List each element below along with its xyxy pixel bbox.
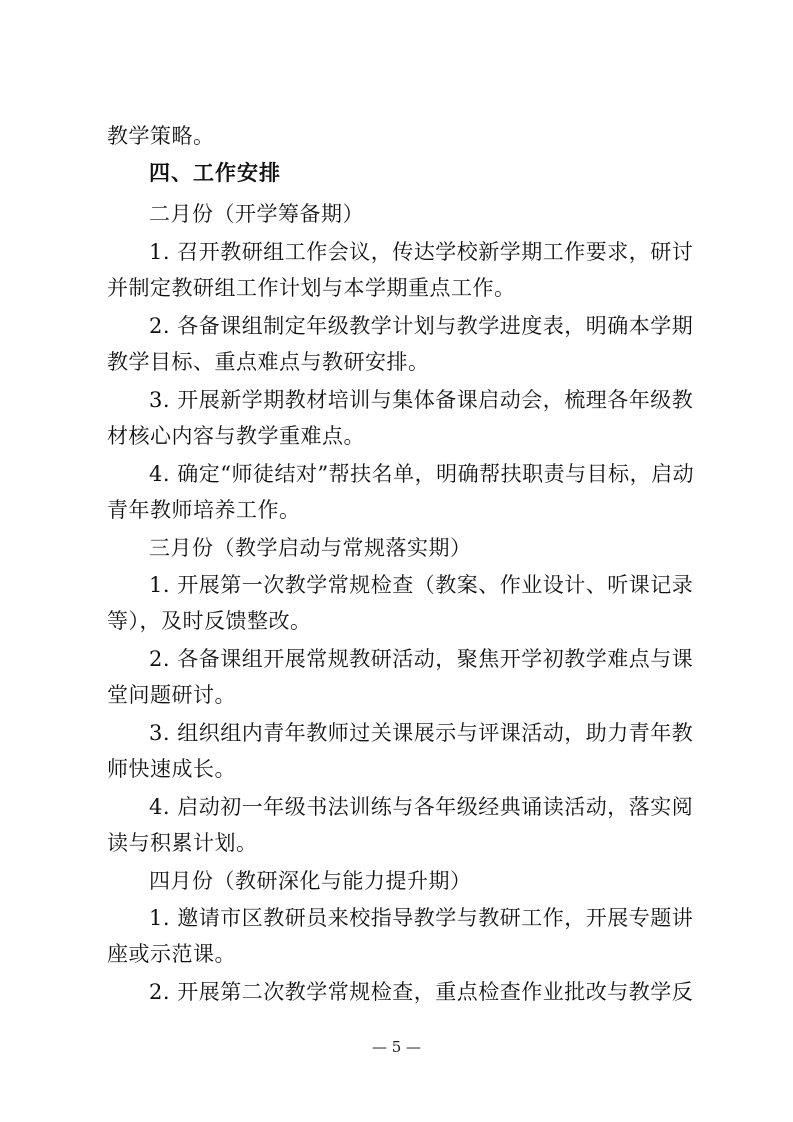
item-line: 堂问题研讨。	[107, 683, 236, 707]
item-line: 教学目标、重点难点与教研安排。	[107, 350, 430, 374]
item-line: 1. 召开教研组工作会议，传达学校新学期工作要求，研讨	[149, 240, 694, 264]
item-line: 师快速成长。	[107, 757, 236, 781]
item-line: 1. 开展第一次教学常规检查（教案、作业设计、听课记录	[149, 573, 694, 597]
item-line: 3. 开展新学期教材培训与集体备课启动会，梳理各年级教	[149, 388, 694, 412]
item-line: 4. 确定“师徒结对”帮扶名单，明确帮扶职责与目标，启动	[149, 462, 695, 486]
section-heading: 四、工作安排	[149, 160, 281, 185]
month-heading-april: 四月份（教研深化与能力提升期）	[149, 869, 472, 893]
item-line: 青年教师培养工作。	[107, 498, 301, 522]
month-heading-march: 三月份（教学启动与常规落实期）	[149, 536, 472, 560]
month-heading-february: 二月份（开学筹备期）	[149, 202, 364, 226]
item-line: 并制定教研组工作计划与本学期重点工作。	[107, 276, 516, 300]
item-line: 等），及时反馈整改。	[107, 609, 312, 633]
item-line: 1. 邀请市区教研员来校指导教学与教研工作，开展专题讲	[149, 906, 694, 930]
paragraph-continuation: 教学策略。	[107, 124, 215, 148]
item-line: 材核心内容与教学重难点。	[107, 424, 365, 448]
item-line: 2. 开展第二次教学常规检查，重点检查作业批改与教学反	[149, 980, 694, 1004]
item-line: 2. 各备课组开展常规教研活动，聚焦开学初教学难点与课	[149, 647, 694, 671]
item-line: 座或示范课。	[107, 942, 236, 966]
item-line: 读与积累计划。	[107, 831, 258, 855]
item-line: 3. 组织组内青年教师过关课展示与评课活动，助力青年教	[149, 721, 694, 745]
item-line: 2. 各备课组制定年级教学计划与教学进度表，明确本学期	[149, 314, 694, 338]
page-number: — 5 —	[371, 1038, 422, 1056]
item-line: 4. 启动初一年级书法训练与各年级经典诵读活动，落实阅	[149, 795, 694, 819]
